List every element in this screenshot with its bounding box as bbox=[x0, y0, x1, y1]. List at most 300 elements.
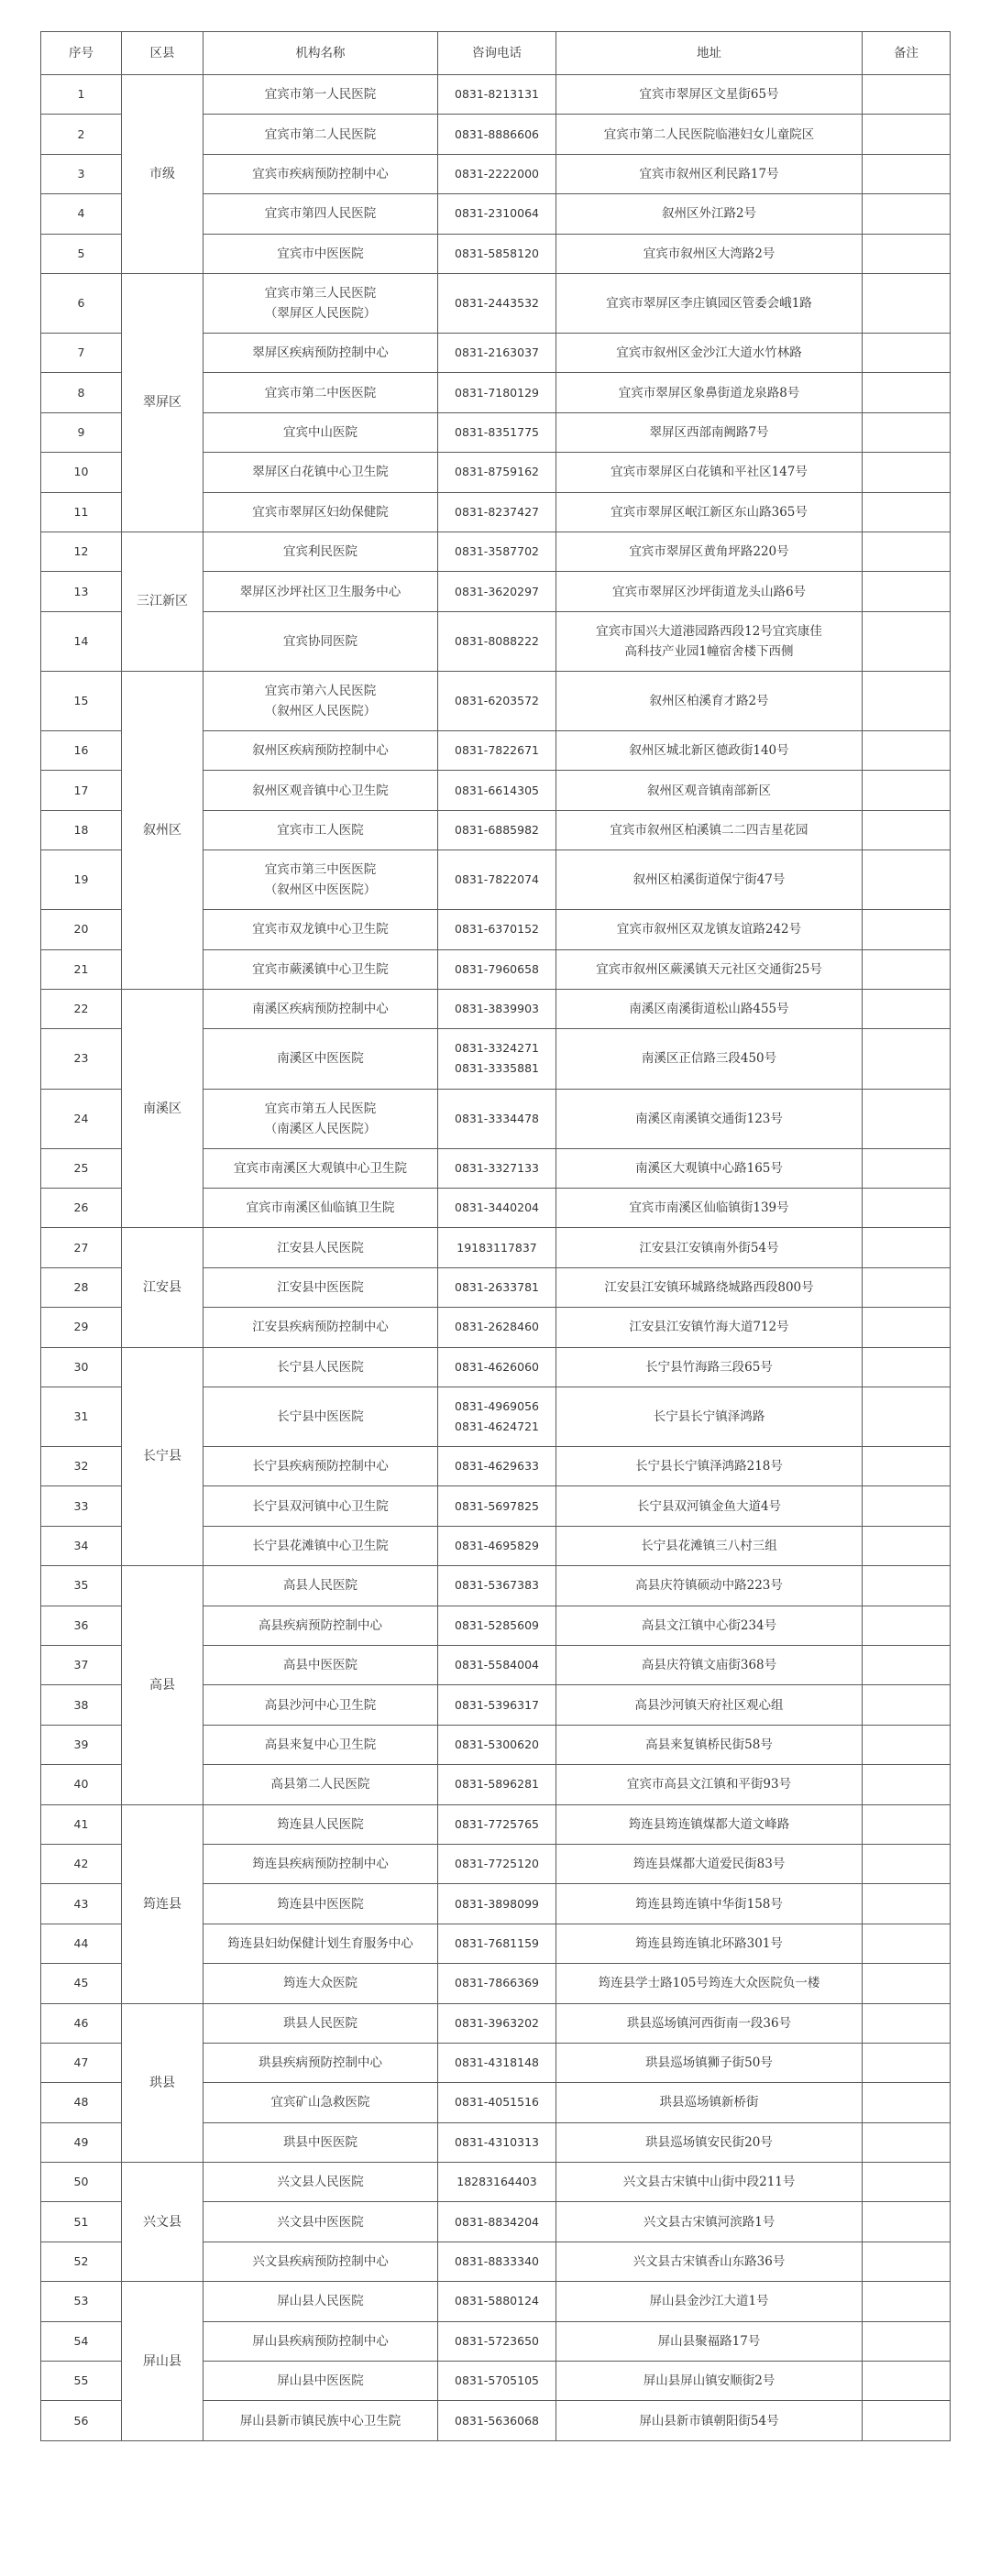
addr-cell bbox=[556, 412, 863, 452]
tel-cell bbox=[438, 771, 556, 810]
name-line: 长宁县花滩镇中心卫生院 bbox=[252, 1539, 389, 1553]
seq-cell: 51 bbox=[41, 2202, 122, 2242]
name-cell bbox=[204, 1884, 438, 1924]
name-cell bbox=[204, 1188, 438, 1227]
tel-line: 0831-8834204 bbox=[455, 2214, 539, 2229]
tel-line: 0831-3335881 bbox=[455, 1061, 539, 1076]
tel-line: 0831-2222000 bbox=[455, 166, 539, 181]
tel-line: 0831-4624721 bbox=[455, 1419, 539, 1433]
name-cell bbox=[204, 154, 438, 193]
tel-cell bbox=[438, 273, 556, 333]
seq-cell: 10 bbox=[41, 453, 122, 492]
name-line: （叙州区人民医院） bbox=[264, 703, 377, 718]
remark-cell bbox=[863, 730, 951, 770]
tel-line: 0831-6614305 bbox=[455, 783, 539, 797]
addr-cell bbox=[556, 1089, 863, 1148]
name-line: 兴文县中医医院 bbox=[277, 2214, 364, 2230]
remark-cell bbox=[863, 273, 951, 333]
tel-line: 0831-4626060 bbox=[455, 1359, 539, 1374]
remark-cell bbox=[863, 373, 951, 412]
remark-cell bbox=[863, 850, 951, 910]
name-line: 宜宾市工人医院 bbox=[277, 822, 364, 838]
name-line: （叙州区中医医院） bbox=[264, 882, 377, 898]
seq-cell: 33 bbox=[41, 1486, 122, 1526]
name-cell bbox=[204, 1029, 438, 1089]
remark-cell bbox=[863, 1844, 951, 1883]
addr-line: 长宁县长宁镇泽鸿路218号 bbox=[635, 1459, 783, 1474]
addr-line: 南溪区大观镇中心路165号 bbox=[635, 1160, 783, 1176]
table-row bbox=[41, 671, 951, 730]
addr-cell bbox=[556, 194, 863, 234]
addr-cell bbox=[556, 1347, 863, 1387]
seq-cell: 12 bbox=[41, 532, 122, 572]
addr-cell bbox=[556, 2043, 863, 2082]
tel-cell bbox=[438, 373, 556, 412]
addr-cell bbox=[556, 2163, 863, 2202]
addr-cell bbox=[556, 2083, 863, 2122]
tel-line: 0831-8351775 bbox=[455, 425, 539, 440]
seq-cell: 15 bbox=[41, 671, 122, 730]
addr-cell bbox=[556, 1765, 863, 1804]
addr-line: 珙县巡场镇河西街南一段36号 bbox=[626, 2015, 792, 2031]
addr-cell bbox=[556, 1486, 863, 1526]
name-cell bbox=[204, 850, 438, 910]
name-cell bbox=[204, 730, 438, 770]
tel-line: 0831-2163037 bbox=[455, 345, 539, 360]
addr-line: 宜宾市叙州区金沙江大道水竹林路 bbox=[616, 345, 802, 361]
name-line: 宜宾市中医医院 bbox=[277, 246, 364, 261]
seq-cell: 18 bbox=[41, 810, 122, 850]
addr-line: 宜宾市翠屏区文星街65号 bbox=[639, 87, 779, 103]
name-line: 长宁县中医医院 bbox=[277, 1409, 364, 1424]
tel-line: 0831-3963202 bbox=[455, 2015, 539, 2030]
addr-line: 宜宾市叙州区大湾路2号 bbox=[643, 246, 776, 261]
name-cell bbox=[204, 334, 438, 373]
name-line: 高县第二人民医院 bbox=[270, 1777, 370, 1792]
name-cell bbox=[204, 2362, 438, 2401]
tel-cell bbox=[438, 2242, 556, 2281]
table-row bbox=[41, 1347, 951, 1387]
name-cell bbox=[204, 1566, 438, 1606]
name-cell bbox=[204, 1964, 438, 2003]
seq-cell: 41 bbox=[41, 1804, 122, 1844]
addr-cell bbox=[556, 492, 863, 532]
addr-cell bbox=[556, 611, 863, 671]
name-line: 宜宾市第二人民医院 bbox=[264, 126, 377, 142]
addr-line: 屏山县屏山镇安顺街2号 bbox=[643, 2373, 776, 2389]
name-cell bbox=[204, 453, 438, 492]
tel-line: 0831-8088222 bbox=[455, 633, 539, 648]
name-line: 宜宾利民医院 bbox=[283, 544, 358, 560]
seq-cell: 48 bbox=[41, 2083, 122, 2122]
district-cell: 兴文县 bbox=[122, 2163, 204, 2282]
name-line: 江安县人民医院 bbox=[277, 1240, 364, 1255]
name-line: 宜宾市南溪区仙临镇卫生院 bbox=[246, 1200, 395, 1216]
remark-cell bbox=[863, 2003, 951, 2043]
name-line: 江安县疾病预防控制中心 bbox=[252, 1320, 389, 1335]
name-line: 高县中医医院 bbox=[283, 1658, 358, 1673]
addr-line: 高县庆符镇硕动中路223号 bbox=[635, 1578, 783, 1594]
addr-line: 兴文县古宋镇河滨路1号 bbox=[643, 2214, 776, 2230]
remark-cell bbox=[863, 2163, 951, 2202]
seq-cell: 17 bbox=[41, 771, 122, 810]
tel-cell bbox=[438, 850, 556, 910]
remark-cell bbox=[863, 1308, 951, 1347]
name-line: 江安县中医医院 bbox=[277, 1279, 364, 1295]
tel-cell bbox=[438, 1089, 556, 1148]
remark-cell bbox=[863, 75, 951, 115]
remark-cell bbox=[863, 1964, 951, 2003]
name-cell bbox=[204, 611, 438, 671]
name-cell bbox=[204, 2043, 438, 2082]
addr-cell bbox=[556, 990, 863, 1029]
seq-cell: 11 bbox=[41, 492, 122, 532]
name-line: 宜宾市第四人民医院 bbox=[264, 206, 377, 222]
seq-cell: 28 bbox=[41, 1267, 122, 1307]
name-line: （南溪区人民医院） bbox=[264, 1121, 377, 1136]
tel-cell bbox=[438, 572, 556, 611]
addr-cell bbox=[556, 1924, 863, 1963]
remark-cell bbox=[863, 1387, 951, 1446]
addr-line: 宜宾市叙州区柏溪镇二二四吉星花园 bbox=[610, 822, 808, 838]
remark-cell bbox=[863, 949, 951, 989]
name-cell bbox=[204, 1089, 438, 1148]
name-line: 宜宾市第五人民医院 bbox=[264, 1101, 377, 1116]
district-cell: 南溪区 bbox=[122, 990, 204, 1228]
addr-line: 长宁县花滩镇三八村三组 bbox=[641, 1539, 777, 1553]
seq-cell: 32 bbox=[41, 1447, 122, 1486]
tel-cell bbox=[438, 671, 556, 730]
table-row bbox=[41, 2003, 951, 2043]
name-line: 宜宾市蕨溪镇中心卫生院 bbox=[252, 961, 389, 977]
addr-cell bbox=[556, 2321, 863, 2361]
remark-cell bbox=[863, 115, 951, 154]
tel-cell bbox=[438, 2202, 556, 2242]
remark-cell bbox=[863, 1804, 951, 1844]
remark-cell bbox=[863, 2083, 951, 2122]
remark-cell bbox=[863, 234, 951, 273]
seq-cell: 8 bbox=[41, 373, 122, 412]
addr-line: 珙县巡场镇安民街20号 bbox=[645, 2134, 773, 2150]
addr-line: 叙州区柏溪街道保宁街47号 bbox=[632, 872, 786, 888]
tel-cell bbox=[438, 115, 556, 154]
table-body bbox=[41, 75, 951, 2441]
addr-line: 宜宾市南溪区仙临镇街139号 bbox=[629, 1200, 789, 1216]
tel-line: 0831-5858120 bbox=[455, 246, 539, 260]
seq-cell: 38 bbox=[41, 1685, 122, 1725]
seq-cell: 35 bbox=[41, 1566, 122, 1606]
seq-cell: 1 bbox=[41, 75, 122, 115]
name-cell bbox=[204, 194, 438, 234]
name-line: （翠屏区人民医院） bbox=[264, 306, 377, 321]
addr-line: 宜宾市翠屏区李庄镇园区管委会峨1路 bbox=[606, 296, 812, 311]
tel-cell bbox=[438, 1884, 556, 1924]
addr-cell bbox=[556, 453, 863, 492]
name-line: 珙县人民医院 bbox=[283, 2015, 358, 2031]
name-cell bbox=[204, 273, 438, 333]
seq-cell: 43 bbox=[41, 1884, 122, 1924]
addr-line: 长宁县长宁镇泽鸿路 bbox=[653, 1409, 765, 1424]
name-cell bbox=[204, 2122, 438, 2162]
seq-cell: 46 bbox=[41, 2003, 122, 2043]
name-line: 宜宾协同医院 bbox=[283, 633, 358, 649]
tel-cell bbox=[438, 2122, 556, 2162]
remark-cell bbox=[863, 1148, 951, 1188]
addr-line: 宜宾市第二人民医院临港妇女儿童院区 bbox=[603, 126, 815, 142]
name-line: 高县人民医院 bbox=[283, 1578, 358, 1594]
seq-cell: 47 bbox=[41, 2043, 122, 2082]
seq-cell: 54 bbox=[41, 2321, 122, 2361]
name-cell bbox=[204, 1725, 438, 1764]
name-cell bbox=[204, 373, 438, 412]
tel-cell bbox=[438, 810, 556, 850]
tel-line: 0831-7725120 bbox=[455, 1857, 539, 1871]
seq-cell: 56 bbox=[41, 2401, 122, 2440]
name-cell bbox=[204, 1308, 438, 1347]
tel-cell bbox=[438, 730, 556, 770]
remark-cell bbox=[863, 2321, 951, 2361]
district-cell: 长宁县 bbox=[122, 1347, 204, 1566]
addr-line: 宜宾市叙州区蕨溪镇天元社区交通街25号 bbox=[596, 961, 822, 977]
remark-cell bbox=[863, 1228, 951, 1267]
district-cell: 珙县 bbox=[122, 2003, 204, 2163]
addr-cell bbox=[556, 1844, 863, 1883]
addr-line: 宜宾市翠屏区沙坪街道龙头山路6号 bbox=[611, 584, 807, 599]
seq-cell: 37 bbox=[41, 1645, 122, 1684]
seq-cell: 16 bbox=[41, 730, 122, 770]
name-cell bbox=[204, 1924, 438, 1963]
tel-line: 0831-7180129 bbox=[455, 385, 539, 400]
tel-cell bbox=[438, 1645, 556, 1684]
tel-cell bbox=[438, 1924, 556, 1963]
seq-cell: 24 bbox=[41, 1089, 122, 1148]
name-cell bbox=[204, 532, 438, 572]
tel-line: 0831-3898099 bbox=[455, 1896, 539, 1911]
name-cell bbox=[204, 949, 438, 989]
name-line: 南溪区疾病预防控制中心 bbox=[252, 1002, 389, 1017]
tel-line: 0831-4051516 bbox=[455, 2095, 539, 2110]
addr-line: 宜宾市翠屏区岷江新区东山路365号 bbox=[610, 504, 808, 520]
district-cell: 翠屏区 bbox=[122, 273, 204, 532]
name-line: 叙州区观音镇中心卫生院 bbox=[252, 783, 389, 798]
remark-cell bbox=[863, 1188, 951, 1227]
addr-cell bbox=[556, 1188, 863, 1227]
seq-cell: 26 bbox=[41, 1188, 122, 1227]
addr-line: 江安县江安镇竹海大道712号 bbox=[629, 1320, 789, 1335]
addr-cell bbox=[556, 1685, 863, 1725]
remark-cell bbox=[863, 492, 951, 532]
name-cell bbox=[204, 2003, 438, 2043]
tel-line: 0831-6203572 bbox=[455, 693, 539, 707]
name-line: 兴文县人民医院 bbox=[277, 2175, 364, 2190]
name-cell bbox=[204, 1387, 438, 1446]
tel-line: 19183117837 bbox=[456, 1240, 537, 1255]
seq-cell: 14 bbox=[41, 611, 122, 671]
tel-line: 0831-7822671 bbox=[455, 743, 539, 758]
remark-cell bbox=[863, 1924, 951, 1963]
remark-cell bbox=[863, 1645, 951, 1684]
name-cell bbox=[204, 2282, 438, 2321]
tel-cell bbox=[438, 1964, 556, 2003]
tel-line: 0831-4629633 bbox=[455, 1459, 539, 1474]
name-line: 筠连县妇幼保健计划生育服务中心 bbox=[227, 1935, 413, 1951]
addr-line: 筠连县煤都大道爱民街83号 bbox=[632, 1857, 786, 1872]
header-seq: 序号 bbox=[41, 32, 122, 75]
tel-cell bbox=[438, 1308, 556, 1347]
addr-line: 江安县江安镇环城路绕城路西段800号 bbox=[604, 1279, 814, 1295]
remark-cell bbox=[863, 572, 951, 611]
name-line: 宜宾矿山急救医院 bbox=[270, 2095, 370, 2110]
name-line: 长宁县疾病预防控制中心 bbox=[252, 1459, 389, 1474]
tel-line: 0831-3440204 bbox=[455, 1200, 539, 1215]
header-institution: 机构名称 bbox=[204, 32, 438, 75]
tel-cell bbox=[438, 1566, 556, 1606]
name-line: 宜宾市第三人民医院 bbox=[264, 286, 377, 301]
name-cell bbox=[204, 2202, 438, 2242]
tel-cell bbox=[438, 492, 556, 532]
name-line: 宜宾市第二中医医院 bbox=[264, 385, 377, 400]
tel-line: 0831-3324271 bbox=[455, 1041, 539, 1056]
name-cell bbox=[204, 1526, 438, 1565]
tel-cell bbox=[438, 75, 556, 115]
addr-cell bbox=[556, 910, 863, 949]
tel-line: 0831-5636068 bbox=[455, 2413, 539, 2428]
remark-cell bbox=[863, 910, 951, 949]
remark-cell bbox=[863, 1765, 951, 1804]
table-row bbox=[41, 75, 951, 115]
remark-cell bbox=[863, 1447, 951, 1486]
tel-line: 0831-3327133 bbox=[455, 1160, 539, 1175]
seq-cell: 39 bbox=[41, 1725, 122, 1764]
name-line: 长宁县双河镇中心卫生院 bbox=[252, 1498, 389, 1514]
name-cell bbox=[204, 572, 438, 611]
name-cell bbox=[204, 1447, 438, 1486]
seq-cell: 50 bbox=[41, 2163, 122, 2202]
seq-cell: 55 bbox=[41, 2362, 122, 2401]
name-line: 宜宾市疾病预防控制中心 bbox=[252, 166, 389, 181]
addr-cell bbox=[556, 154, 863, 193]
tel-line: 0831-6370152 bbox=[455, 922, 539, 937]
addr-cell bbox=[556, 671, 863, 730]
addr-cell bbox=[556, 115, 863, 154]
addr-line: 叙州区外江路2号 bbox=[661, 206, 757, 222]
medical-institution-table bbox=[40, 31, 951, 2441]
addr-cell bbox=[556, 2401, 863, 2440]
tel-line: 0831-7960658 bbox=[455, 961, 539, 976]
addr-cell bbox=[556, 334, 863, 373]
header-row bbox=[41, 32, 951, 75]
addr-line: 长宁县双河镇金鱼大道4号 bbox=[636, 1498, 782, 1514]
addr-cell bbox=[556, 1725, 863, 1764]
tel-line: 0831-2310064 bbox=[455, 206, 539, 221]
name-line: 高县沙河中心卫生院 bbox=[264, 1697, 377, 1713]
tel-line: 0831-3620297 bbox=[455, 584, 539, 598]
remark-cell bbox=[863, 1725, 951, 1764]
tel-line: 0831-8886606 bbox=[455, 126, 539, 141]
addr-line: 屏山县金沙江大道1号 bbox=[649, 2294, 769, 2309]
seq-cell: 4 bbox=[41, 194, 122, 234]
remark-cell bbox=[863, 1606, 951, 1645]
remark-cell bbox=[863, 1029, 951, 1089]
addr-line: 长宁县竹海路三段65号 bbox=[645, 1359, 773, 1375]
addr-cell bbox=[556, 1447, 863, 1486]
seq-cell: 2 bbox=[41, 115, 122, 154]
remark-cell bbox=[863, 2282, 951, 2321]
addr-line: 高县庆符镇文庙街368号 bbox=[641, 1658, 777, 1673]
name-cell bbox=[204, 1486, 438, 1526]
name-cell bbox=[204, 234, 438, 273]
seq-cell: 6 bbox=[41, 273, 122, 333]
tel-line: 0831-8759162 bbox=[455, 465, 539, 479]
addr-line: 筠连县筠连镇北环路301号 bbox=[635, 1935, 783, 1951]
tel-cell bbox=[438, 1844, 556, 1883]
district-cell: 市级 bbox=[122, 75, 204, 274]
tel-line: 0831-5300620 bbox=[455, 1737, 539, 1751]
addr-cell bbox=[556, 2003, 863, 2043]
tel-cell bbox=[438, 1486, 556, 1526]
tel-line: 0831-3587702 bbox=[455, 544, 539, 559]
addr-line: 兴文县古宋镇香山东路36号 bbox=[632, 2254, 786, 2270]
remark-cell bbox=[863, 771, 951, 810]
table-row bbox=[41, 532, 951, 572]
addr-cell bbox=[556, 1228, 863, 1267]
district-cell: 江安县 bbox=[122, 1228, 204, 1347]
remark-cell bbox=[863, 671, 951, 730]
name-line: 翠屏区白花镇中心卫生院 bbox=[252, 465, 389, 480]
name-line: 屏山县新市镇民族中心卫生院 bbox=[239, 2413, 402, 2428]
addr-cell bbox=[556, 1964, 863, 2003]
seq-cell: 29 bbox=[41, 1308, 122, 1347]
name-line: 筠连县中医医院 bbox=[277, 1896, 364, 1912]
seq-cell: 19 bbox=[41, 850, 122, 910]
tel-cell bbox=[438, 1387, 556, 1446]
tel-line: 0831-5723650 bbox=[455, 2333, 539, 2348]
tel-line: 0831-7822074 bbox=[455, 872, 539, 887]
name-cell bbox=[204, 492, 438, 532]
remark-cell bbox=[863, 1685, 951, 1725]
seq-cell: 49 bbox=[41, 2122, 122, 2162]
remark-cell bbox=[863, 532, 951, 572]
tel-cell bbox=[438, 1148, 556, 1188]
table-row bbox=[41, 1566, 951, 1606]
addr-line: 南溪区南溪街道松山路455号 bbox=[629, 1002, 789, 1017]
remark-cell bbox=[863, 154, 951, 193]
remark-cell bbox=[863, 2202, 951, 2242]
addr-line: 宜宾市翠屏区象鼻街道龙泉路8号 bbox=[618, 385, 800, 400]
name-cell bbox=[204, 771, 438, 810]
remark-cell bbox=[863, 453, 951, 492]
name-line: 珙县疾病预防控制中心 bbox=[258, 2055, 382, 2071]
name-line: 宜宾市双龙镇中心卫生院 bbox=[252, 922, 389, 937]
tel-cell bbox=[438, 1725, 556, 1764]
tel-cell bbox=[438, 1228, 556, 1267]
addr-line: 兴文县古宋镇中山街中段211号 bbox=[622, 2175, 796, 2190]
tel-line: 0831-5584004 bbox=[455, 1658, 539, 1672]
tel-line: 0831-7725765 bbox=[455, 1816, 539, 1831]
addr-line: 宜宾市高县文江镇和平街93号 bbox=[626, 1777, 792, 1792]
addr-line: 筠连县筠连镇煤都大道文峰路 bbox=[628, 1816, 790, 1832]
tel-line: 0831-2443532 bbox=[455, 296, 539, 310]
name-cell bbox=[204, 1804, 438, 1844]
tel-cell bbox=[438, 611, 556, 671]
district-cell: 高县 bbox=[122, 1566, 204, 1804]
tel-line: 0831-5697825 bbox=[455, 1498, 539, 1513]
seq-cell: 20 bbox=[41, 910, 122, 949]
addr-line: 高县来复镇桥民街58号 bbox=[645, 1737, 773, 1752]
addr-cell bbox=[556, 850, 863, 910]
seq-cell: 36 bbox=[41, 1606, 122, 1645]
tel-line: 0831-7681159 bbox=[455, 1935, 539, 1950]
